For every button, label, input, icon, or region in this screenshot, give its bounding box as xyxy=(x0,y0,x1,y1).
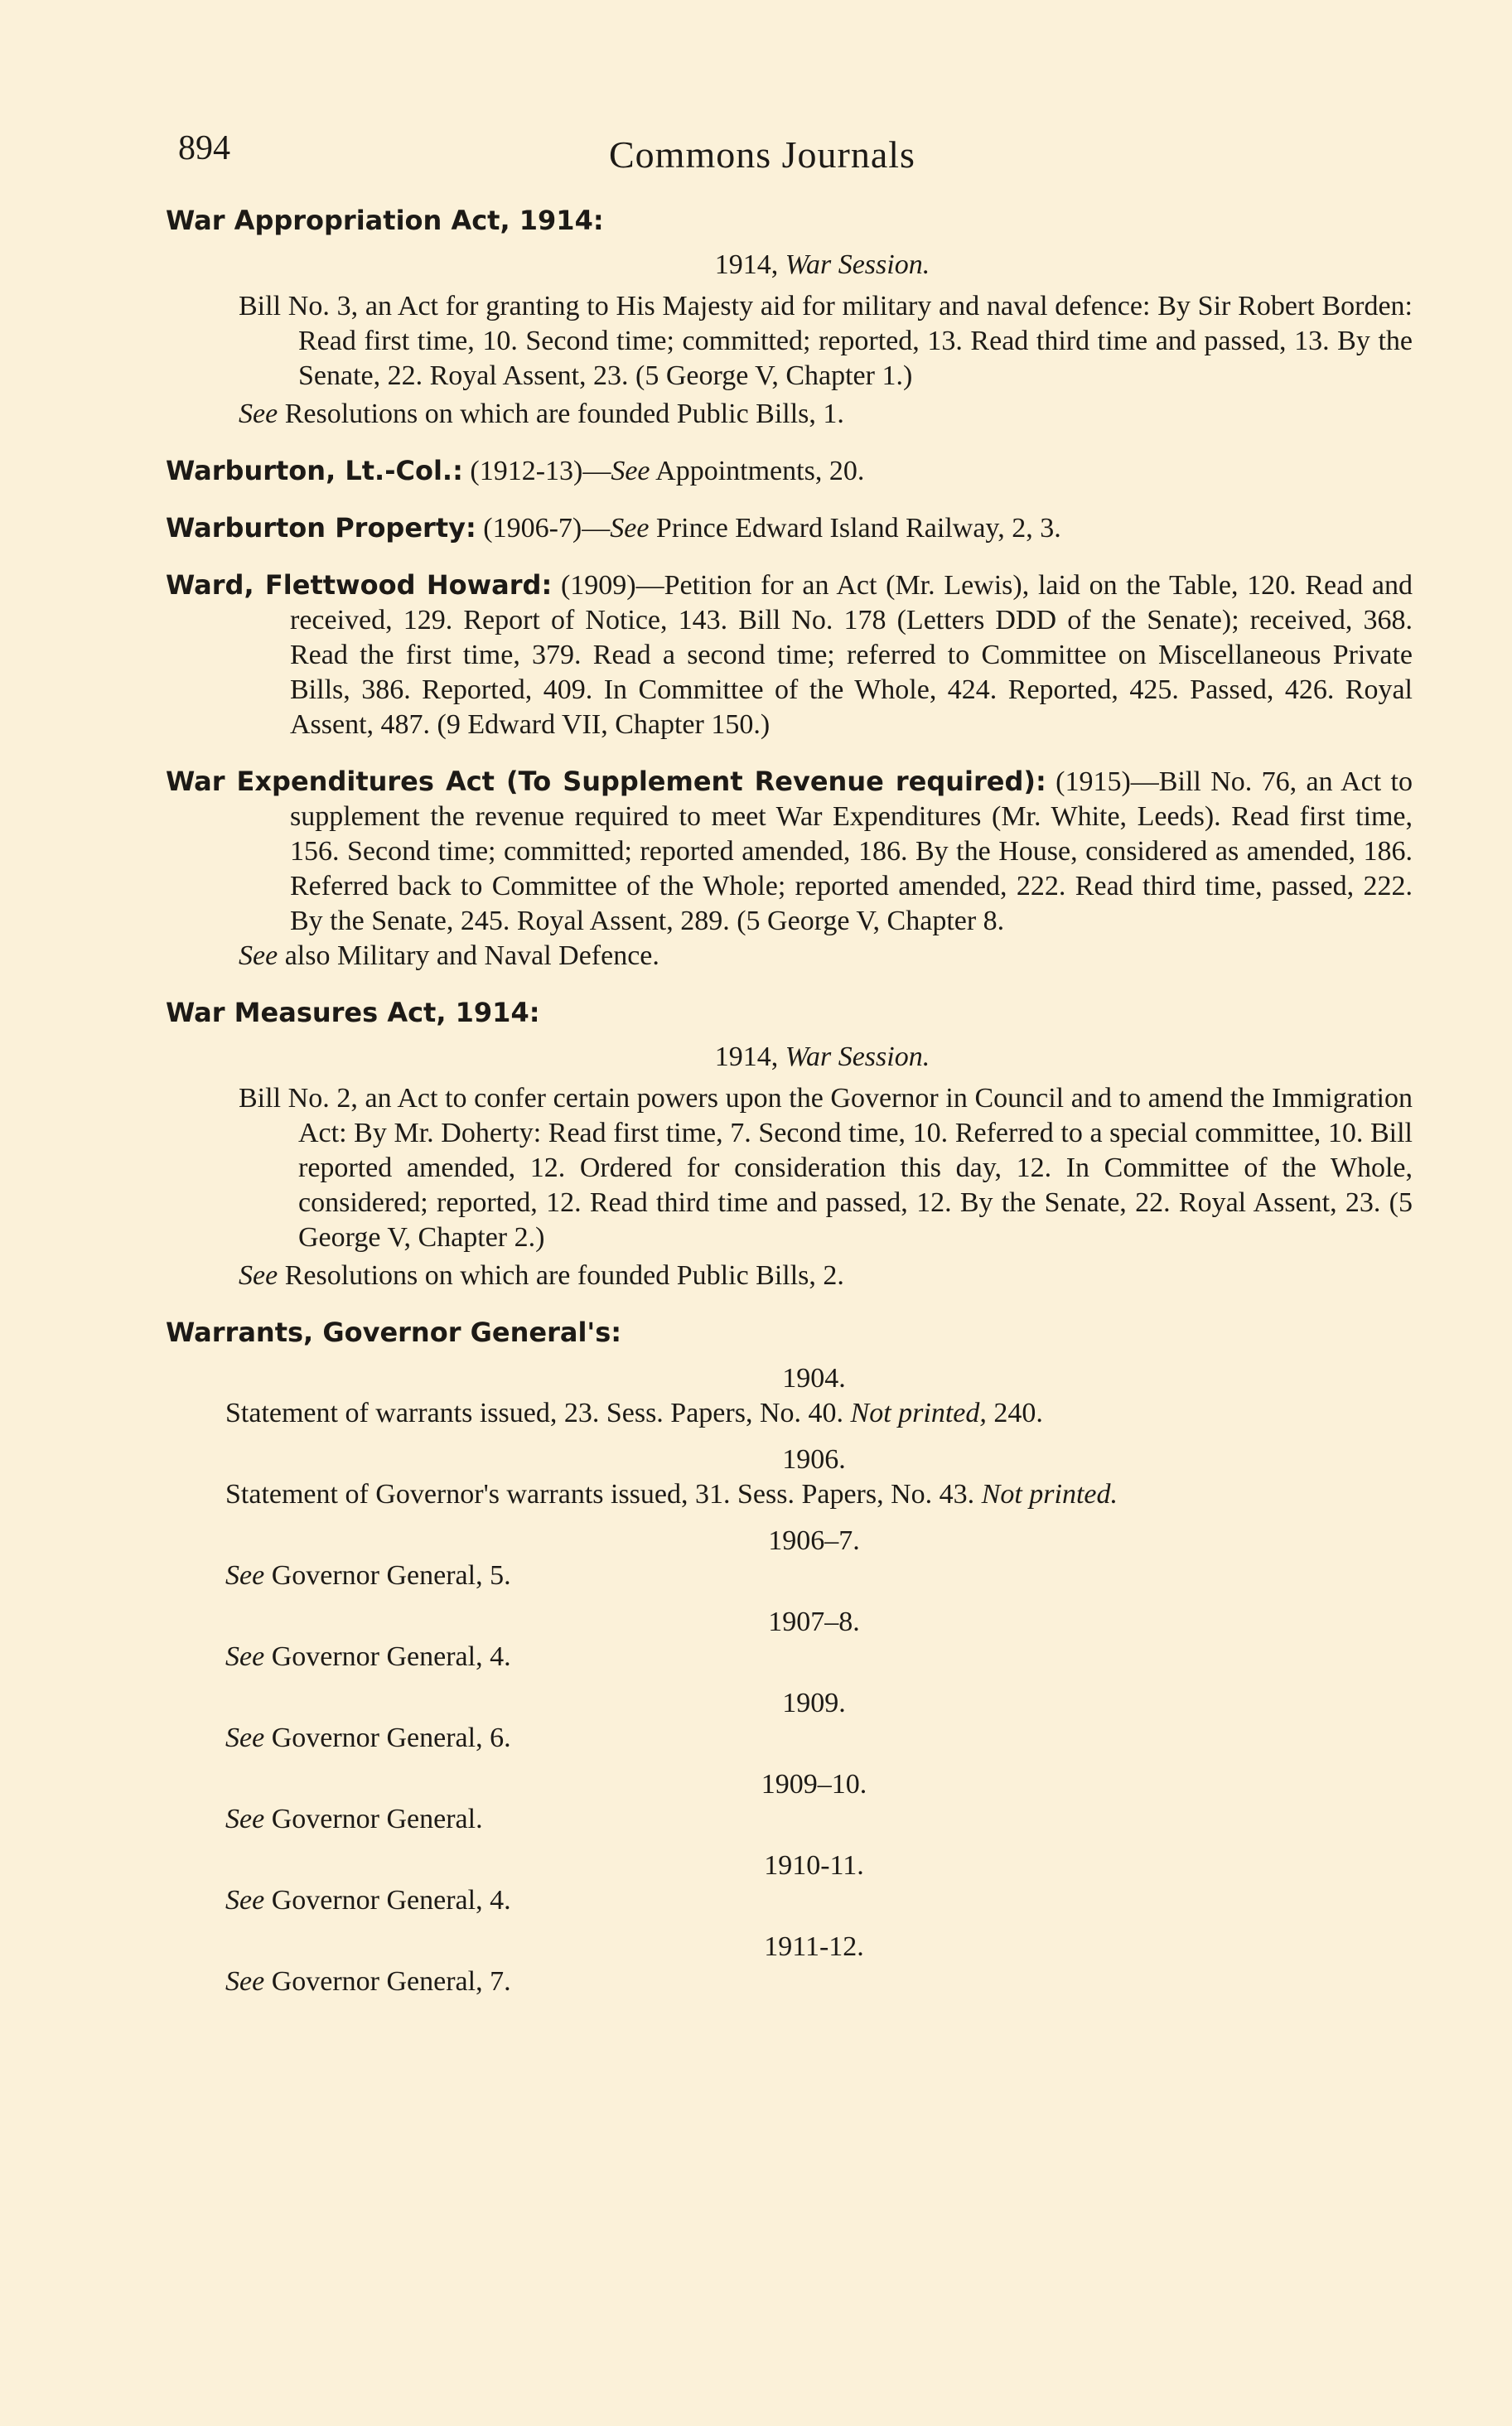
see-reference xyxy=(166,1559,1413,1593)
session-line xyxy=(166,1040,1413,1075)
see-word: See xyxy=(239,399,278,429)
entry-warburton-lt-col xyxy=(166,453,1413,489)
see-text: Resolutions on which are founded Public Bills, 1. xyxy=(284,399,844,429)
session-line xyxy=(166,248,1413,283)
see-reference xyxy=(166,1883,1413,1918)
see-text: Governor General, 4. xyxy=(271,1641,511,1672)
statement-text: Statement of warrants issued, 23. Sess. Papers, No. 40. xyxy=(225,1398,844,1428)
see-word: See xyxy=(225,1560,265,1591)
see-reference xyxy=(166,1721,1413,1756)
entry-war-measures-act xyxy=(166,995,1413,1293)
see-text: Resolutions on which are founded Public Bills, 2. xyxy=(284,1260,844,1291)
page-number: 894 xyxy=(178,129,230,167)
see-word: See xyxy=(610,513,650,544)
see-text: Governor General, 5. xyxy=(271,1560,511,1591)
see-word: See xyxy=(225,1804,265,1834)
entry-war-appropriation-act xyxy=(166,203,1413,432)
session-label: War Session. xyxy=(785,249,930,280)
statement-end: 240. xyxy=(993,1398,1043,1428)
see-word: See xyxy=(611,456,650,486)
year-label: 1906. xyxy=(782,1444,846,1475)
see-reference xyxy=(166,1802,1413,1837)
entry-war-expenditures-act xyxy=(166,764,1413,974)
year-label: 1911-12. xyxy=(764,1931,864,1962)
year-label: 1907–8. xyxy=(768,1607,860,1637)
entry-ward-flettwood-howard xyxy=(166,568,1413,742)
year-label: 1904. xyxy=(782,1363,846,1394)
not-printed: Not printed, xyxy=(850,1398,987,1428)
entry-body: Bill No. 2, an Act to confer certain powers upon the Governor in Council and to amend the Immigration Act: By Mr. Doherty: Read first time, 7. Second time, 10. Referred to a special committee, 10. Bill reported amended, 12. Ordered for consideration this day, 12. In Committee of the Whole, considered; reported, 12. Read third time and passed, 12. By the Senate, 22. Royal Assent, 23. (5 George V, Chapter 2.) xyxy=(239,1083,1413,1253)
page-title: Commons Journals xyxy=(609,133,915,176)
see-word: See xyxy=(225,1723,265,1753)
see-reference xyxy=(166,397,1413,432)
entry-body: Bill No. 3, an Act for granting to His Majesty aid for military and naval defence: By Sir Robert Borden: Read first time, 10. Second time; committed; reported, 13. Read third time and passed, 13. By the Senate, 22. Royal Assent, 23. (5 George V, Chapter 1.) xyxy=(239,291,1413,391)
entry-warrants-governor-general xyxy=(166,1315,1413,1999)
see-reference xyxy=(166,1259,1413,1293)
see-text: Governor General. xyxy=(271,1804,483,1834)
see-word: See xyxy=(225,1885,265,1916)
see-text: Appointments, 20. xyxy=(655,456,865,486)
see-word: See xyxy=(239,1260,278,1291)
entry-prefix: (1912-13)— xyxy=(470,456,611,486)
see-word: See xyxy=(239,940,278,971)
entry-heading: Ward, Flettwood Howard: xyxy=(166,569,553,601)
year-label: 1910-11. xyxy=(764,1850,864,1881)
year-label: 1909–10. xyxy=(761,1769,867,1800)
entry-heading: Warrants, Governor General's: xyxy=(166,1317,622,1348)
see-text: Governor General, 4. xyxy=(271,1885,511,1916)
see-text: Prince Edward Island Railway, 2, 3. xyxy=(655,513,1061,544)
see-text: also Military and Naval Defence. xyxy=(284,940,659,971)
year-label: 1909. xyxy=(782,1688,846,1718)
warrant-statement xyxy=(166,1396,1413,1431)
entry-prefix: (1906-7)— xyxy=(483,513,611,544)
entry-heading: Warburton, Lt.-Col.: xyxy=(166,455,463,486)
session-year: 1914, xyxy=(714,1041,779,1072)
see-reference xyxy=(166,939,1413,974)
entry-body: (1915)—Bill No. 76, an Act to supplement the revenue required to meet War Expenditures (Mr. White, Leeds). Read first time, 156. Second time; committed; reported amended, 186. By the House, considered as amended, 186. Referred back to Committee of the Whole; reported amended, 222. Read third time, passed, 222. By the Senate, 245. Royal Assent, 289. (5 George V, Chapter 8. xyxy=(290,766,1413,936)
see-word: See xyxy=(225,1641,265,1672)
not-printed: Not printed. xyxy=(981,1479,1118,1510)
entry-body: (1909)—Petition for an Act (Mr. Lewis), laid on the Table, 120. Read and received, 129. Report of Notice, 143. Bill No. 178 (Letters DDD of the Senate); received, 368. Read the first time, 379. Read a second time; referred to Committee on Miscellaneous Private Bills, 386. Reported, 409. In Committee of the Whole, 424. Reported, 425. Passed, 426. Royal Assent, 487. (9 Edward VII, Chapter 150.) xyxy=(290,570,1413,740)
see-text: Governor General, 7. xyxy=(271,1966,511,1997)
warrant-statement xyxy=(166,1477,1413,1512)
see-text: Governor General, 6. xyxy=(271,1723,511,1753)
entry-heading: Warburton Property: xyxy=(166,512,476,544)
see-reference xyxy=(166,1964,1413,1999)
year-label: 1906–7. xyxy=(768,1525,860,1556)
session-label: War Session. xyxy=(785,1041,930,1072)
index-content xyxy=(166,203,1413,2021)
session-year: 1914, xyxy=(714,249,779,280)
see-reference xyxy=(166,1640,1413,1675)
statement-text: Statement of Governor's warrants issued, 31. Sess. Papers, No. 43. xyxy=(225,1479,975,1510)
entry-heading: War Expenditures Act (To Supplement Revenue required): xyxy=(166,766,1046,797)
entry-main xyxy=(166,764,1413,939)
entry-warburton-property xyxy=(166,510,1413,546)
entry-heading: War Measures Act, 1914: xyxy=(166,997,540,1028)
see-word: See xyxy=(225,1966,265,1997)
entry-heading: War Appropriation Act, 1914: xyxy=(166,205,604,236)
